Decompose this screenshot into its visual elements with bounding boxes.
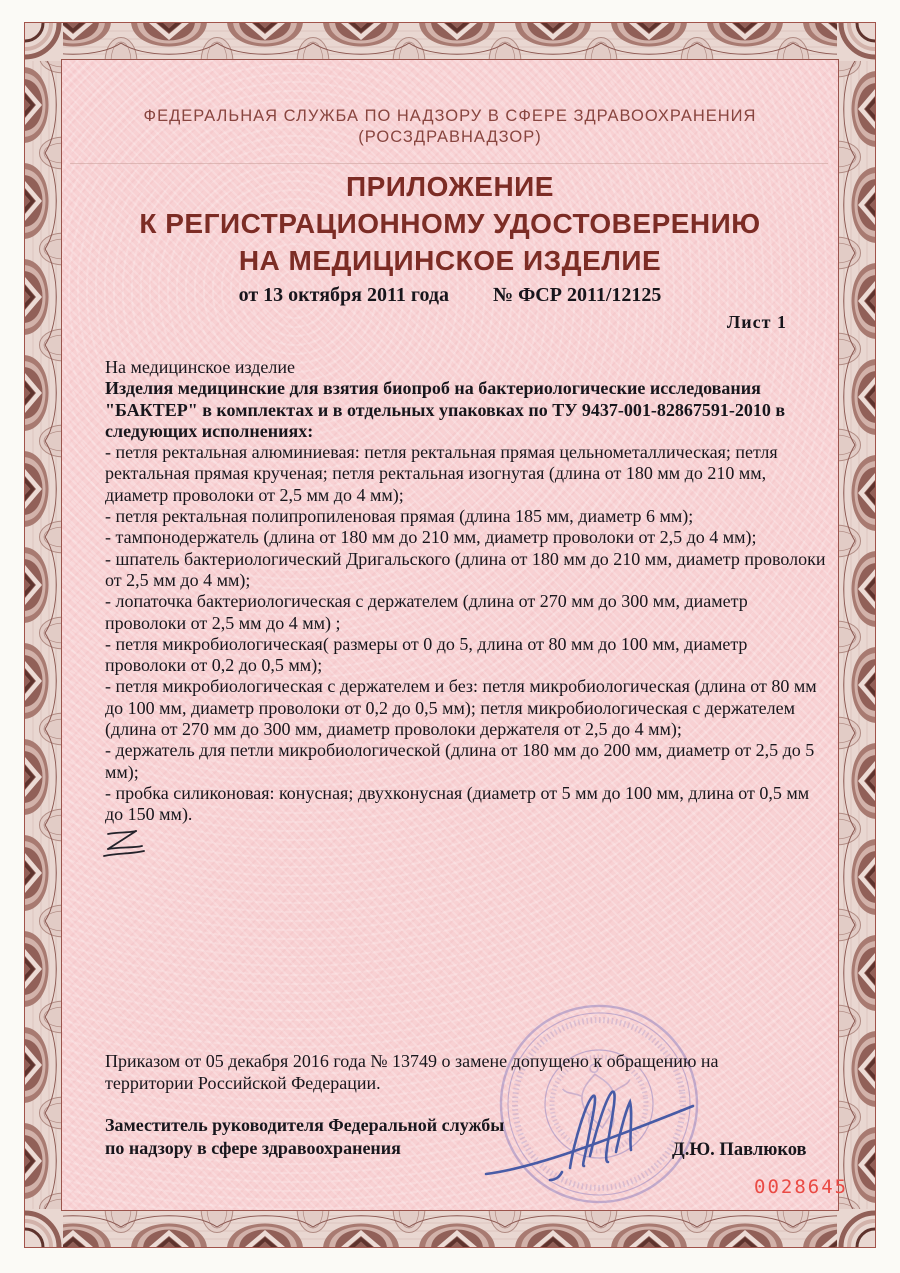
agency-abbreviation: (РОСЗДРАВНАДЗОР) bbox=[358, 128, 542, 146]
frame-top-border bbox=[25, 23, 875, 61]
device-item: - держатель для петли микробиологической (длина от 180 мм до 200 мм, диаметр от 2,5 до 5 мм); bbox=[105, 740, 815, 782]
title-line-3: НА МЕДИЦИНСКОЕ ИЗДЕЛИЕ bbox=[238, 245, 662, 276]
registration-date-number bbox=[80, 284, 820, 307]
document-title bbox=[80, 168, 820, 279]
replacement-order-text: Приказом от 05 декабря 2016 года № 13749 о замене допущено к обращению на территории Российской Федерации. bbox=[105, 1051, 719, 1093]
signatory-name: Д.Ю. Павлюков bbox=[672, 1140, 807, 1160]
signatory-title-line-1: Заместитель руководителя Федеральной службы bbox=[105, 1115, 505, 1135]
device-description bbox=[105, 357, 827, 826]
product-statement: Изделия медицинские для взятия биопроб на бактериологические исследования "БАКТЕР" в комплектах и в отдельных упаковках по ТУ 9437-001-82867591-2010 в следующих исполнениях: bbox=[105, 378, 786, 441]
end-of-text-mark-icon bbox=[100, 826, 154, 862]
agency-name: ФЕДЕРАЛЬНАЯ СЛУЖБА ПО НАДЗОРУ В СФЕРЕ ЗДРАВООХРАНЕНИЯ bbox=[143, 107, 757, 125]
frame-bottom-border bbox=[25, 1209, 875, 1247]
device-item: - петля ректальная алюминиевая: петля ректальная прямая цельнометаллическая; петля ректальная прямая крученая; петля ректальная изогнутая (длина от 180 мм до 210 мм, диаметр проволоки от 2,5 мм до 4 мм); bbox=[105, 442, 778, 505]
scan-artifact-line bbox=[70, 163, 828, 164]
signatory-title bbox=[105, 1114, 525, 1160]
frame-right-border bbox=[837, 61, 875, 1209]
registration-number: № ФСР 2011/12125 bbox=[493, 284, 662, 306]
title-line-2: К РЕГИСТРАЦИОННОМУ УДОСТОВЕРЕНИЮ bbox=[139, 208, 761, 239]
device-item: - пробка силиконовая: конусная; двухконусная (диаметр от 5 мм до 100 мм, длина от 0,5 мм до 150 мм). bbox=[105, 782, 810, 825]
agency-header bbox=[90, 106, 810, 148]
serial-number: 0028645 bbox=[754, 1176, 849, 1198]
frame-corner-ornament bbox=[25, 23, 63, 61]
frame-corner-ornament bbox=[25, 1209, 63, 1247]
device-item: - лопаточка бактериологическая с держателем (длина от 270 мм до 300 мм, диаметр проволоки от 2,5 мм до 4 мм) ; bbox=[105, 591, 748, 633]
sheet-number: Лист 1 bbox=[726, 312, 787, 332]
device-item: - шпатель бактериологический Дригальского (длина от 180 мм до 210 мм, диаметр проволоки от 2,5 мм до 4 мм); bbox=[105, 548, 826, 590]
device-item: - петля микробиологическая( размеры от 0 до 5, длина от 80 мм до 100 мм, диаметр проволоки от 0,2 до 0,5 мм); bbox=[105, 633, 748, 676]
device-item: - петля микробиологическая с держателем и без: петля микробиологическая (длина от 80 мм до 100 мм, диаметр проволоки от 0,2 до 0,5 мм); петля микробиологическая с держателем (длина от 270 мм до 300 мм, диаметр проволоки держателя от 2,5 до 4 мм); bbox=[105, 676, 817, 740]
signature-icon bbox=[478, 1072, 703, 1187]
title-line-1: ПРИЛОЖЕНИЕ bbox=[346, 171, 554, 202]
device-item: - петля ректальная полипропиленовая прямая (длина 185 мм, диаметр 6 мм); bbox=[105, 506, 694, 527]
registration-date: от 13 октября 2011 года bbox=[238, 284, 450, 306]
frame-left-border bbox=[25, 61, 63, 1209]
frame-corner-ornament bbox=[837, 1209, 875, 1247]
device-item: - тампонодержатель (длина от 180 мм до 210 мм, диаметр проволоки от 2,5 до 4 мм); bbox=[105, 527, 757, 548]
frame-corner-ornament bbox=[837, 23, 875, 61]
signatory-title-line-2: по надзору в сфере здравоохранения bbox=[105, 1138, 401, 1158]
intro-line: На медицинское изделие bbox=[105, 357, 296, 377]
